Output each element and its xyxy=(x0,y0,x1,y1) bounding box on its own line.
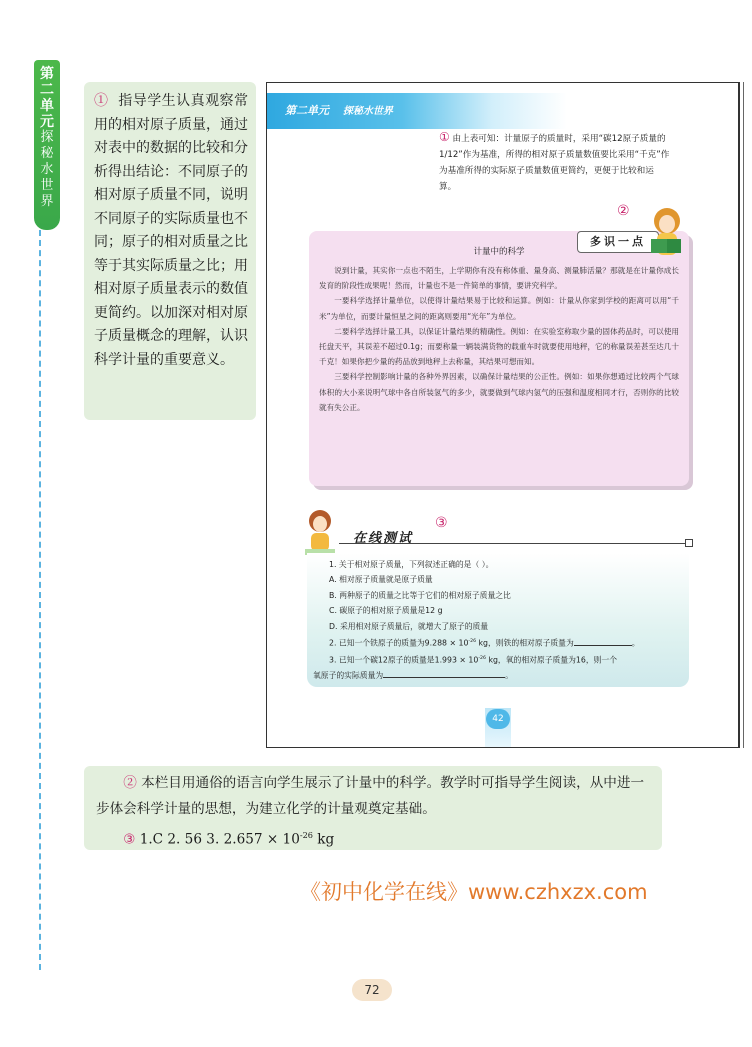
quiz-box xyxy=(307,553,689,687)
quiz-rule-line xyxy=(339,543,689,544)
answers-text: 1.C 2. 56 3. 2.657 × 10 xyxy=(139,831,300,848)
answers-line xyxy=(96,822,650,853)
q3-text-line2: 氧原子的实际质量为 xyxy=(313,671,384,681)
bottom-note-text: 本栏目用通俗的语言向学生展示了计量中的科学。教学时可指导学生阅读，从中进一步体会科学计量的思想，为建立化学的计量观奠定基础。 xyxy=(96,775,645,817)
note-marker-3: ③ xyxy=(123,831,136,848)
quiz-option-a: A. 相对原子质量就是原子质量 xyxy=(329,575,433,585)
header-title: 探秘水世界 xyxy=(342,106,393,117)
quiz-q3 xyxy=(313,651,683,668)
knowledge-body xyxy=(319,263,679,415)
q2-blank xyxy=(574,645,632,646)
topic-char: 秘 xyxy=(40,146,54,161)
knowledge-paragraph: 二要科学选择计量工具，以保证计量结果的精确性。例如：在实验室称取少量的固体药品时，可以使用托盘天平，其误差不超过0.1g；而要称量一辆装满货物的载重车时就要使用地秤，它的称量误差甚至达几十千克！如果你把少量的药品放到地秤上去称量，其结果可想而知。 xyxy=(319,326,679,367)
knowledge-box xyxy=(309,231,689,486)
unit-char: 元 xyxy=(40,114,54,130)
quiz-title: 在线测试 xyxy=(353,531,414,546)
marker-3: ③ xyxy=(435,515,448,531)
answers-unit: kg xyxy=(312,831,335,848)
q2-exponent: -26 xyxy=(468,639,477,645)
knowledge-paragraph: 说到计量，其实你一点也不陌生，上学期你有没有称体重、量身高、测量肺活量？那就是在计量你成长发育的阶段性成果呢！然而，计量也不是一件简单的事情，要讲究科学。 xyxy=(319,266,679,291)
bottom-note-line xyxy=(96,770,650,822)
quiz-header xyxy=(287,515,687,555)
quiz-option-d: D. 采用相对原子质量后，就增大了原子的质量 xyxy=(329,621,489,631)
topic-char: 界 xyxy=(40,194,54,209)
quiz-rule-end xyxy=(685,539,693,547)
intro-marker: ① xyxy=(439,130,450,144)
unit-side-tab xyxy=(34,60,60,230)
quiz-q3-line2 xyxy=(313,668,683,683)
q2-text: 2. 已知一个铁原子的质量为9.288 × 10 xyxy=(329,638,469,648)
quiz-q1: 1. 关于相对原子质量，下列叙述正确的是（ ）。 xyxy=(329,560,494,569)
q2-text-end: kg，则铁的相对原子质量为 xyxy=(476,638,574,648)
intro-paragraph xyxy=(439,129,671,195)
intro-text: 由上表可知：计量原子的质量时，采用“碳12原子质量的1/12”作为基准，所得的相对原子质量数值要比采用“千克”作为基准所得的实际原子质量数值更简约，更便于比较和运算。 xyxy=(439,134,670,192)
note-marker-2: ② xyxy=(123,775,137,791)
note-marker-1: ① xyxy=(94,93,109,109)
q3-blank xyxy=(383,677,505,678)
topic-char: 探 xyxy=(40,130,54,145)
unit-char: 二 xyxy=(40,82,54,98)
knowledge-badge: 多识一点 xyxy=(577,231,659,253)
unit-char: 第 xyxy=(40,66,54,82)
answers-exponent: -26 xyxy=(299,830,313,840)
topic-char: 水 xyxy=(40,162,54,177)
page-number: 72 xyxy=(352,979,392,1001)
margin-dashed-line xyxy=(39,230,41,970)
marker-2: ② xyxy=(617,203,630,219)
quiz-option-c: C. 碳原子的相对原子质量是12 g xyxy=(329,606,443,616)
bottom-teacher-note xyxy=(84,766,662,850)
book-edge xyxy=(739,82,752,748)
watermark: 《初中化学在线》www.czhxzx.com xyxy=(300,880,648,904)
girl-writing-illustration xyxy=(303,509,337,557)
girl-reading-illustration xyxy=(647,205,687,261)
header-unit: 第二单元 xyxy=(285,104,329,117)
inner-page-number: 42 xyxy=(486,709,510,729)
left-note-text: 指导学生认真观察常用的相对原子质量，通过对表中的数据的比较和分析得出结论：不同原子的相对原子质量不同，说明不同原子的实际质量也不同；原子的相对质量之比等于其实际质量之比；用相对原子质量表示的数值更简约。以加深对相对原子质量概念的理解，认识科学计量的重要意义。 xyxy=(94,93,249,368)
topic-char: 世 xyxy=(40,178,54,193)
quiz-q2 xyxy=(313,634,683,651)
knowledge-paragraph: 一要科学选择计量单位，以使得计量结果易于比较和运算。例如：计量从你家到学校的距离可以用“千米”为单位，而要计量恒星之间的距离则要用“光年”为单位。 xyxy=(319,296,679,321)
q3-text-end: kg，氧的相对原子质量为16，则一个 xyxy=(485,655,618,665)
left-teacher-note xyxy=(84,82,256,420)
unit-char: 单 xyxy=(40,98,54,114)
knowledge-paragraph: 三要科学控制影响计量的各种外界因素，以确保计量结果的公正性。例如：如果你想通过比较两个气球体积的大小来说明气球中各自所装氢气的多少，就要做到气球内氢气的压强和温度相同才行，否则你的比较就有失公正。 xyxy=(319,372,679,412)
textbook-page-frame xyxy=(266,82,739,748)
q3-period: 。 xyxy=(505,671,513,681)
q3-exponent: -26 xyxy=(478,656,486,662)
quiz-option-b: B. 两种原子的质量之比等于它们的相对原子质量之比 xyxy=(329,590,511,600)
q3-text: 3. 已知一个碳12原子的质量是1.993 × 10 xyxy=(329,655,479,665)
textbook-header xyxy=(267,93,567,129)
knowledge-title: 计量中的科学 xyxy=(473,247,525,257)
q2-period: 。 xyxy=(631,638,640,648)
